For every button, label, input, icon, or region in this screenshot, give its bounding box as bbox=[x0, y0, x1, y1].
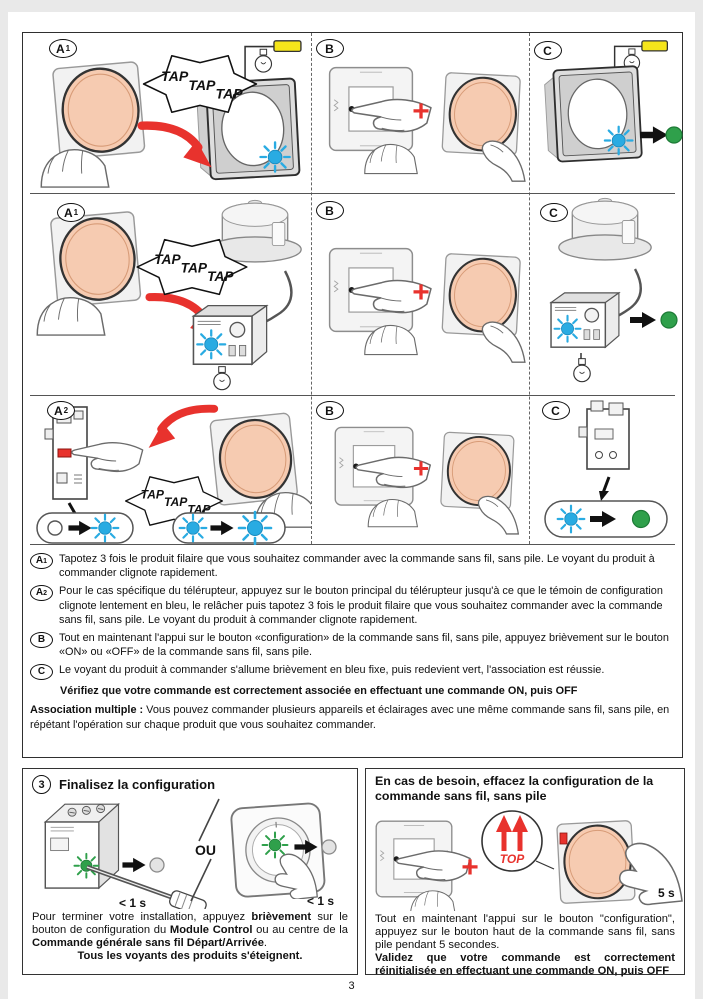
cell-label-a1: A 1 bbox=[57, 203, 85, 222]
instructions-text bbox=[23, 545, 682, 758]
step-label-c: C bbox=[30, 664, 53, 680]
wireless-control-wheel bbox=[557, 821, 635, 904]
divider-slash bbox=[191, 859, 211, 901]
thumb-hand-icon bbox=[482, 322, 525, 362]
verify-note: Vérifiez que votre commande est correctement associée en effectuant une commande ON, puis OFF bbox=[60, 685, 578, 698]
wireless-control-wheel bbox=[210, 413, 298, 506]
association-note: Association multiple : Vous pouvez commander plusieurs appareils et éclairages avec une même commande sans fil, sans pile, en répétant l'opération sur chaque produit que vous souhaitez commander. bbox=[30, 704, 670, 731]
illustration-r3-hold-config bbox=[311, 395, 529, 545]
plus-sign: + bbox=[412, 276, 430, 309]
led-off-icon bbox=[322, 840, 336, 854]
wireless-control-wheel bbox=[442, 254, 520, 337]
cell-label-b: B bbox=[316, 401, 344, 420]
finalize-body-text: Pour terminer votre installation, appuyez brièvement sur le bouton de configuration du Module Control ou au centre de la Commande générale sans fil Départ/Arrivée. bbox=[32, 911, 348, 950]
led-sequence-fast-blink bbox=[173, 512, 285, 544]
plus-sign: + bbox=[461, 851, 479, 884]
duration-label-5s: 5 s bbox=[658, 886, 675, 900]
wireless-control-wheel bbox=[53, 62, 145, 160]
arrow-right-icon bbox=[630, 312, 656, 328]
step-label-a1: A 1 bbox=[30, 553, 53, 569]
teleswitch-module-blue-led bbox=[551, 293, 619, 347]
cell-label-c: C bbox=[542, 401, 570, 420]
step-label-b: B bbox=[30, 632, 53, 648]
screwdriver-handle bbox=[168, 889, 207, 909]
duration-label-1: < 1 s bbox=[119, 896, 147, 909]
pointer-line bbox=[603, 477, 609, 493]
thumb-hand-icon bbox=[482, 141, 525, 181]
led-off-icon bbox=[48, 521, 62, 535]
plus-sign: + bbox=[412, 95, 430, 128]
green-led-icon bbox=[666, 127, 682, 143]
erase-footer: Validez que votre commande est correctement réinitialisée en effectuant une commande ON, puis OFF bbox=[375, 952, 675, 978]
cell-label-b: B bbox=[316, 201, 344, 220]
arrow-right-icon bbox=[122, 858, 145, 872]
wireless-control-wheel bbox=[441, 432, 514, 510]
finalize-configuration-box bbox=[22, 768, 358, 975]
bulb-icon bbox=[574, 359, 590, 382]
wireless-control-wheel bbox=[442, 73, 520, 156]
led-sequence-success bbox=[545, 501, 667, 537]
cell-label-a1: A 1 bbox=[49, 39, 77, 58]
finalize-body bbox=[32, 911, 348, 963]
illustration-r1-hold-config bbox=[311, 33, 529, 193]
cell-label-b: B bbox=[316, 39, 344, 58]
finalize-illustration bbox=[23, 795, 357, 909]
erase-illustration bbox=[366, 805, 684, 911]
finalize-footer: Tous les voyants des produits s'éteignent. bbox=[77, 950, 303, 963]
bulb-icon bbox=[214, 367, 230, 390]
erase-configuration-box bbox=[365, 768, 685, 978]
teleswitch-din-module bbox=[579, 401, 629, 469]
plus-sign: + bbox=[412, 452, 430, 484]
step-a2 bbox=[30, 584, 672, 627]
pairing-instruction-box bbox=[22, 32, 683, 758]
finalize-title: Finalisez la configuration bbox=[59, 777, 216, 792]
red-arrow-icon bbox=[149, 409, 215, 448]
pointer-head bbox=[599, 491, 609, 501]
top-callout bbox=[482, 811, 554, 871]
step-b-text: Tout en maintenant l'appui sur le bouton «configuration» de la commande sans fil, sans pile, appuyez brièvement sur le bouton «ON» ou «OFF» de la commande sans fil, sans pile. bbox=[59, 631, 669, 659]
erase-title: En cas de besoin, effacez la configuration de la commande sans fil, sans pile bbox=[375, 774, 654, 803]
step-number-circle: 3 bbox=[32, 775, 51, 794]
step-b bbox=[30, 631, 672, 659]
green-led-icon bbox=[633, 511, 650, 528]
blue-led-blink-icon bbox=[239, 512, 271, 544]
illustration-r2-tap-teleswitch bbox=[23, 193, 311, 395]
illustration-r2-hold-config bbox=[311, 193, 529, 395]
wireless-control-wheel bbox=[50, 211, 141, 306]
step-label-a2: A 2 bbox=[30, 585, 53, 601]
teleswitch-module-blue-led bbox=[193, 306, 266, 365]
illustration-r2-result bbox=[529, 193, 684, 395]
duration-label-2: < 1 s bbox=[307, 894, 335, 908]
blue-led-icon bbox=[92, 515, 119, 542]
cell-label-a2: A 2 bbox=[47, 401, 75, 420]
page-number: 3 bbox=[348, 980, 355, 992]
cell-label-c: C bbox=[534, 41, 562, 60]
finalize-header bbox=[32, 775, 215, 794]
step-c bbox=[30, 663, 672, 680]
or-label: OU bbox=[195, 842, 216, 858]
cell-label-c: C bbox=[540, 203, 568, 222]
config-button-red bbox=[560, 833, 567, 844]
erase-body-text: Tout en maintenant l'appui sur le bouton "configuration", appuyez sur le bouton haut de la commande sans fil, sans pile pendant 5 secondes. bbox=[375, 913, 675, 952]
wired-switch-blue-led bbox=[545, 66, 642, 162]
divider-slash bbox=[199, 799, 219, 841]
ceiling-sensor-icon bbox=[559, 198, 651, 260]
blue-led-icon bbox=[180, 515, 207, 542]
step-a2-text: Pour le cas spécifique du télérupteur, appuyez sur le bouton principal du télérupteur jusqu'à ce que le témoin de configuration clignote lentement en bleu, le relâcher puis tapotez 3 fois le produit filaire que vous souhaitez commander avec la commande sans fil, sans pile. Le voyant du produit à commander clignote rapidement. bbox=[59, 585, 663, 626]
step-a1-text: Tapotez 3 fois le produit filaire que vous souhaitez commander avec la commande sans fil, sans pile. Le voyant du produit à commander clignote rapidement. bbox=[59, 553, 655, 580]
green-led-icon bbox=[263, 833, 288, 858]
led-sequence-slow-blink bbox=[37, 513, 133, 543]
erase-body bbox=[375, 913, 675, 978]
green-led-icon bbox=[661, 312, 677, 328]
thumb-hand-icon bbox=[478, 496, 518, 534]
arrow-right-icon bbox=[640, 126, 668, 143]
step-a1 bbox=[30, 552, 672, 580]
blue-led-icon bbox=[558, 506, 585, 533]
top-label: TOP bbox=[499, 852, 525, 866]
step-c-text: Le voyant du produit à commander s'allume brièvement en bleu fixe, puis redevient vert, l'association est réussie. bbox=[59, 664, 605, 677]
document-page bbox=[8, 12, 695, 999]
led-off-icon bbox=[150, 858, 164, 872]
